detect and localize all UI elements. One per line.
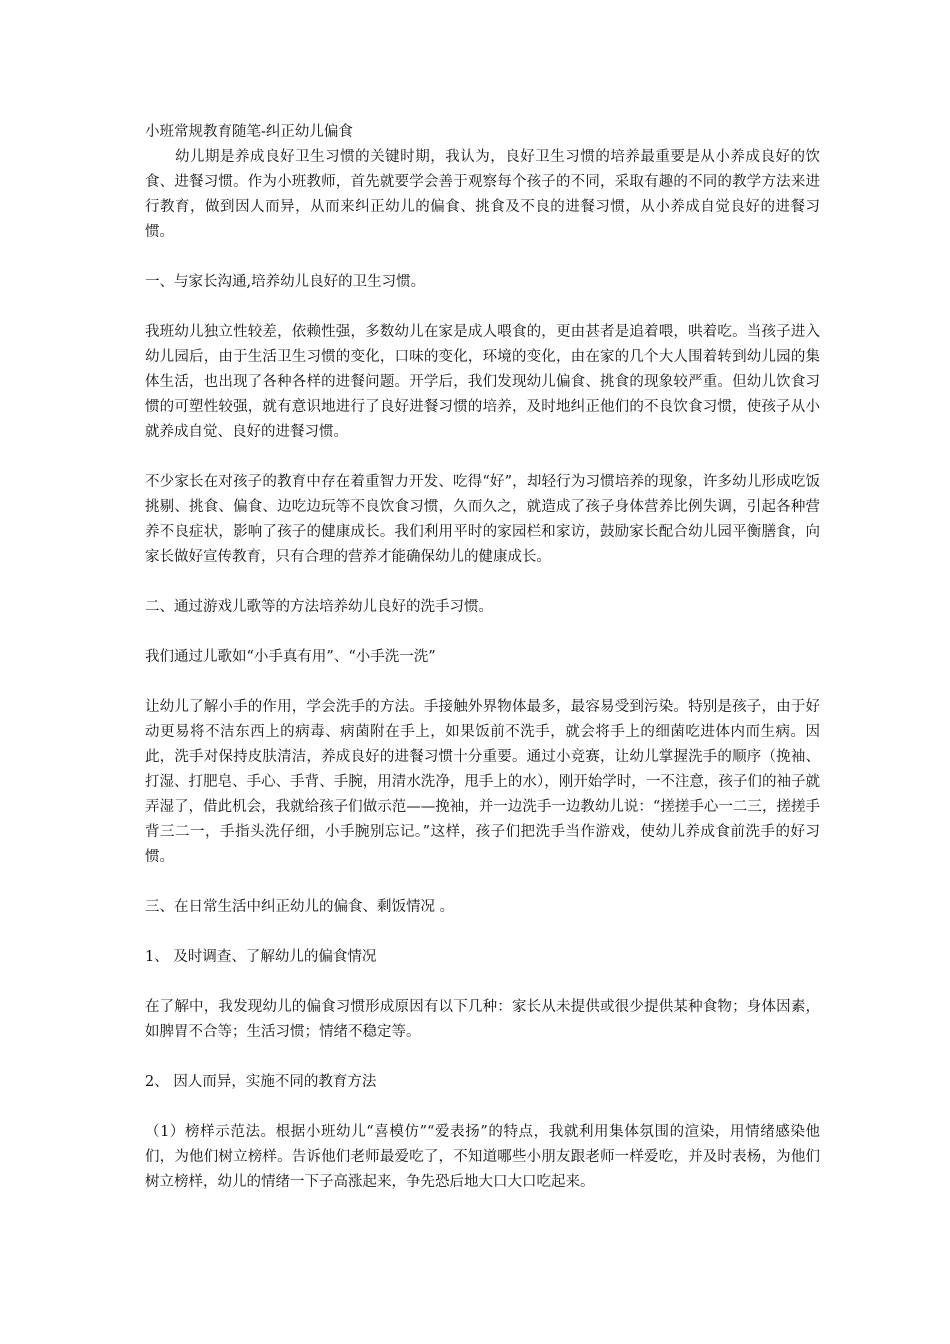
section-3-heading: 三、在日常生活中纠正幼儿的偏食、剩饭情况 。 — [145, 899, 455, 915]
section-3-paragraph-1: 在了解中，我发现幼儿的偏食习惯形成原因有以下几种：家长从未提供或很少提供某种食物；身体因素，如脾胃不合等；生活习惯；情绪不稳定等。 — [145, 999, 820, 1040]
section-3-item-1: 1、 及时调查、了解幼儿的偏食情况 — [145, 949, 377, 965]
section-1-paragraph-2: 不少家长在对孩子的教育中存在着重智力开发、吃得“好”，却轻行为习惯培养的现象，许多幼儿形成吃饭挑剔、挑食、偏食、边吃边玩等不良饮食习惯，久而久之，就造成了孩子身体营养比例失调，引起各种营养不良症状，影响了孩子的健康成长。我们利用平时的家园栏和家访，鼓励家长配合幼儿园平衡膳食，向家长做好宣传教育，只有合理的营养才能确保幼儿的健康成长。 — [145, 474, 820, 565]
section-3-item-2: 2、 因人而异，实施不同的教育方法 — [145, 1074, 377, 1090]
section-1-heading: 一、与家长沟通,培养幼儿良好的卫生习惯。 — [145, 274, 426, 290]
document-body — [145, 120, 820, 1195]
section-2-heading: 二、通过游戏儿歌等的方法培养幼儿良好的洗手习惯。 — [145, 599, 493, 615]
section-3-paragraph-2: （1）榜样示范法。根据小班幼儿“喜模仿”“爱表扬”的特点，我就利用集体氛围的渲染，用情绪感染他们，为他们树立榜样。告诉他们老师最爱吃了，不知道哪些小朋友跟老师一样爱吃，并及时表杨，为他们树立榜样，幼儿的情绪一下子高涨起来，争先恐后地大口大口吃起来。 — [145, 1124, 820, 1190]
section-2-paragraph-2: 让幼儿了解小手的作用，学会洗手的方法。手接触外界物体最多，最容易受到污染。特别是孩子，由于好动更易将不洁东西上的病毒、病菌附在手上，如果饭前不洗手，就会将手上的细菌吃进体内而生病。因此，洗手对保持皮肤清洁，养成良好的进餐习惯十分重要。通过小竞赛，让幼儿掌握洗手的顺序（挽袖、打湿、打肥皂、手心、手背、手腕，用清水洗净，甩手上的水），刚开始学时，一不注意，孩子们的袖子就弄湿了，借此机会，我就给孩子们做示范——挽袖，并一边洗手一边教幼儿说：“搓搓手心一二三，搓搓手背三二一，手指头洗仔细，小手腕别忘记。”这样，孩子们把洗手当作游戏，使幼儿养成食前洗手的好习惯。 — [145, 699, 820, 865]
section-2-paragraph-1: 我们通过儿歌如“小手真有用”、“小手洗一洗” — [145, 649, 436, 665]
intro-paragraph: 幼儿期是养成良好卫生习惯的关键时期，我认为，良好卫生习惯的培养最重要是从小养成良好的饮食、进餐习惯。作为小班教师，首先就要学会善于观察每个孩子的不同，采取有趣的不同的教学方法来进行教育，做到因人而异，从而来纠正幼儿的偏食、挑食及不良的进餐习惯，从小养成自觉良好的进餐习惯。 — [145, 149, 820, 240]
document-title: 小班常规教育随笔-纠正幼儿偏食 — [145, 124, 353, 140]
section-1-paragraph-1: 我班幼儿独立性较差，依赖性强，多数幼儿在家是成人喂食的，更由甚者是追着喂，哄着吃。当孩子进入幼儿园后，由于生活卫生习惯的变化，口味的变化，环境的变化，由在家的几个大人围着转到幼儿园的集体生活，也出现了各种各样的进餐问题。开学后，我们发现幼儿偏食、挑食的现象较严重。但幼儿饮食习惯的可塑性较强，就有意识地进行了良好进餐习惯的培养，及时地纠正他们的不良饮食习惯，使孩子从小就养成自觉、良好的进餐习惯。 — [145, 324, 820, 440]
